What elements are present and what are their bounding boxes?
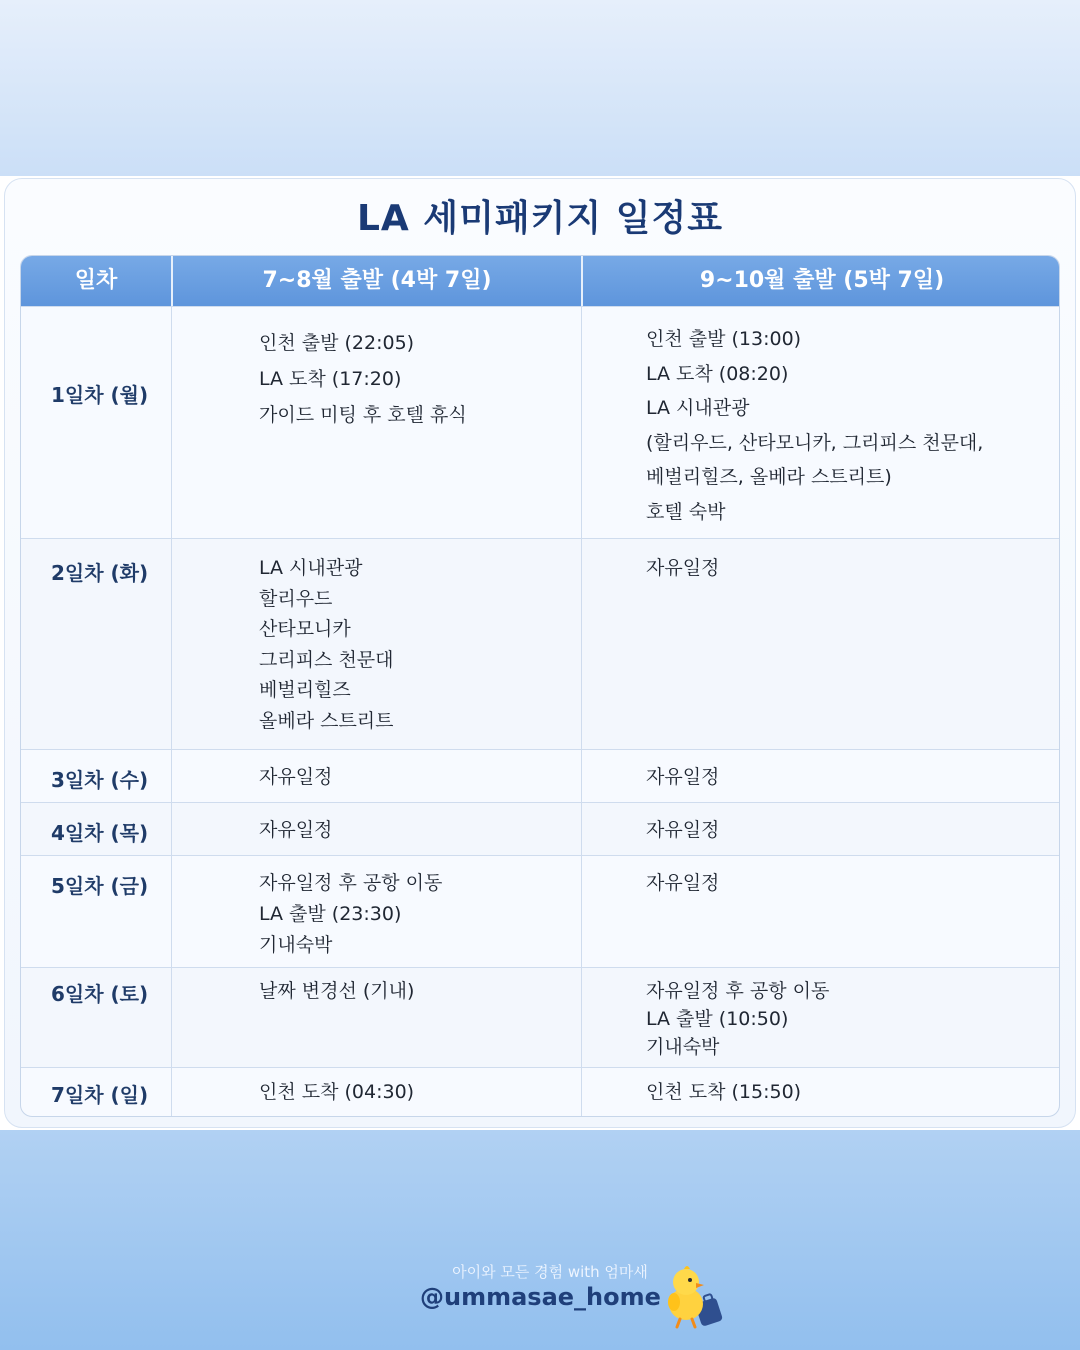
table-row xyxy=(21,538,1060,749)
cell-line: 산타모니카 xyxy=(259,618,351,640)
table-row xyxy=(21,802,1060,855)
cell-line: LA 출발 (10:50) xyxy=(646,1008,789,1030)
day-label: 5일차 (금) xyxy=(51,874,149,898)
cell-jul-aug xyxy=(259,553,394,736)
cell-jul-aug xyxy=(259,816,332,844)
table-row xyxy=(21,749,1060,802)
table-header xyxy=(21,256,1060,306)
cell-line: 베벌리힐즈 xyxy=(259,679,351,701)
cell-line: 베벌리힐즈, 올베라 스트리트) xyxy=(646,466,892,488)
cell-line: (할리우드, 산타모니카, 그리피스 천문대, xyxy=(646,431,984,454)
cell-line: 자유일정 xyxy=(646,557,720,579)
day-label: 7일차 (일) xyxy=(51,1083,149,1107)
cell-line: 기내숙박 xyxy=(646,1036,720,1058)
cell-jul-aug xyxy=(259,868,442,961)
cell-line: LA 시내관광 xyxy=(259,557,363,579)
header-sep-oct: 9~10월 출발 (5박 7일) xyxy=(699,268,945,293)
cell-line: 호텔 숙박 xyxy=(646,500,726,523)
cell-line: 가이드 미팅 후 호텔 휴식 xyxy=(259,404,467,426)
cell-line: LA 도착 (17:20) xyxy=(259,368,402,390)
column-divider xyxy=(581,306,582,1117)
day-label: 3일차 (수) xyxy=(51,768,149,792)
cell-line: 인천 출발 (13:00) xyxy=(646,328,802,350)
page-title: LA 세미패키지 일정표 xyxy=(356,198,724,239)
table-row xyxy=(21,1067,1060,1117)
cell-sep-oct xyxy=(646,1078,801,1106)
cell-line: 인천 출발 (22:05) xyxy=(259,332,415,354)
cell-jul-aug xyxy=(259,763,332,791)
cell-sep-oct xyxy=(646,322,983,529)
day-label: 1일차 (월) xyxy=(51,383,149,407)
cell-line: LA 시내관광 xyxy=(646,397,750,419)
cell-line: 자유일정 xyxy=(646,819,720,841)
cell-sep-oct xyxy=(646,816,719,844)
cell-line: 자유일정 후 공항 이동 xyxy=(259,872,443,894)
top-background xyxy=(0,0,1080,176)
cell-line: 자유일정 xyxy=(646,872,720,894)
cell-line: 자유일정 xyxy=(646,766,720,788)
cell-line: 기내숙박 xyxy=(259,934,333,956)
cell-line: 자유일정 후 공항 이동 xyxy=(646,980,830,1002)
cell-line: 그리피스 천문대 xyxy=(259,648,394,671)
cell-line: LA 도착 (08:20) xyxy=(646,362,789,385)
day-label: 4일차 (목) xyxy=(51,821,149,845)
day-label: 6일차 (토) xyxy=(51,982,149,1006)
day-label: 2일차 (화) xyxy=(51,561,149,585)
header-day: 일차 xyxy=(74,268,118,293)
table-row xyxy=(21,306,1060,538)
table-row xyxy=(21,967,1060,1067)
table-row xyxy=(21,855,1060,967)
column-divider xyxy=(171,306,172,1117)
cell-line: LA 출발 (23:30) xyxy=(259,903,402,925)
schedule-table xyxy=(20,255,1060,1117)
cell-line: 인천 도착 (04:30) xyxy=(259,1081,415,1103)
footer-subtitle: 아이와 모든 경험 with 엄마새 xyxy=(452,1263,648,1281)
cell-line: 날짜 변경선 (기내) xyxy=(259,980,415,1002)
cell-jul-aug xyxy=(259,1078,414,1106)
cell-sep-oct xyxy=(646,763,719,791)
cell-sep-oct xyxy=(646,553,719,583)
account-handle[interactable]: @ummasae_home xyxy=(420,1283,661,1311)
cell-jul-aug xyxy=(259,977,414,1005)
header-jul-aug: 7~8월 출발 (4박 7일) xyxy=(262,268,492,293)
cell-jul-aug xyxy=(259,325,467,433)
chick-with-suitcase-icon xyxy=(660,1262,730,1332)
cell-sep-oct xyxy=(646,868,719,899)
cell-line: 자유일정 xyxy=(259,766,333,788)
bottom-background xyxy=(0,1130,1080,1350)
cell-line: 할리우드 xyxy=(259,587,333,610)
cell-line: 자유일정 xyxy=(259,819,333,841)
cell-line: 인천 도착 (15:50) xyxy=(646,1081,802,1103)
cell-sep-oct xyxy=(646,977,829,1061)
cell-line: 올베라 스트리트 xyxy=(259,709,394,732)
